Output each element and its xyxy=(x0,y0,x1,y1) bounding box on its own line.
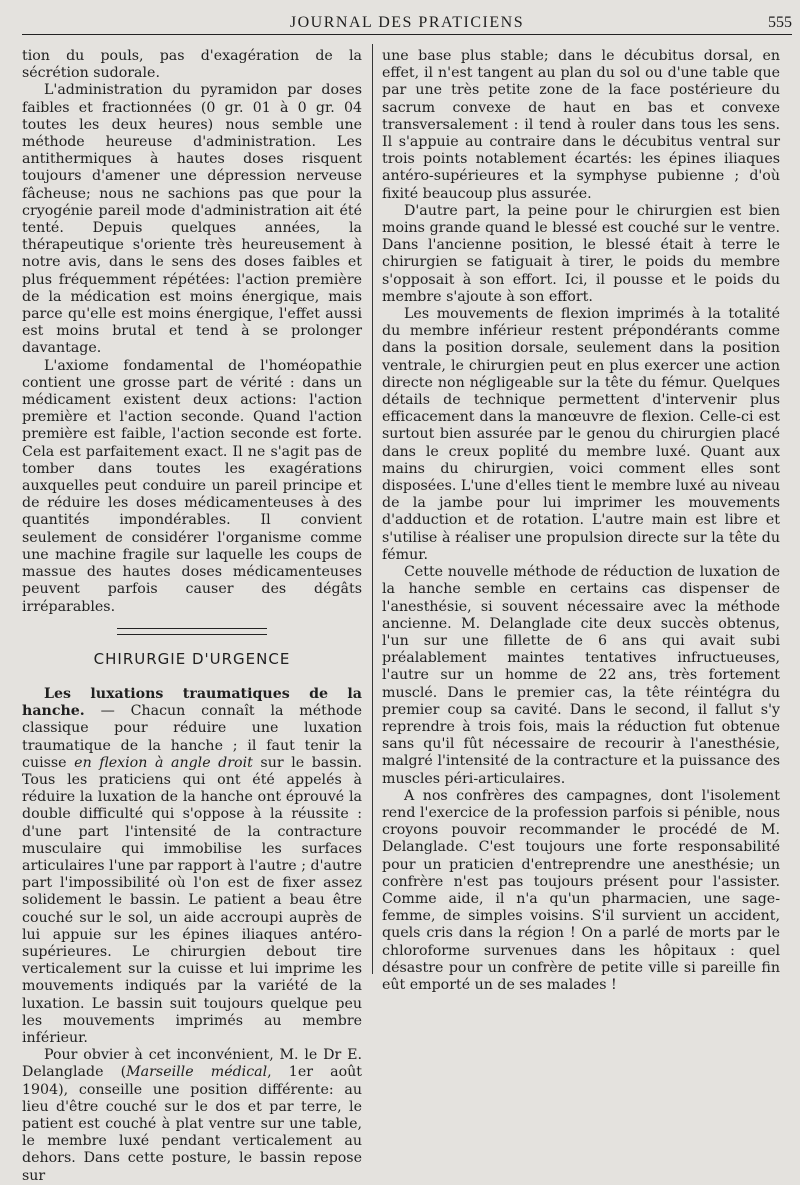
left-column xyxy=(22,48,362,1185)
emphasis: en flexion à angle droit xyxy=(74,754,253,771)
journal-citation: Marseille médical xyxy=(126,1064,268,1081)
header-rule xyxy=(22,34,792,35)
run-in-heading: Les luxations traumatiques de la hanche. xyxy=(22,685,362,720)
paragraph: tion du pouls, pas d'exagération de la sécrétion sudorale. xyxy=(22,48,362,82)
paragraph: Les mouvements de flexion imprimés à la totalité du membre inférieur restent prépondérants comme dans la position dorsale, seulement dans la position ventrale, le chirurgien peut en plus exercer une action directe non négligeable sur la tête du fémur. Quelques détails de technique permettent d'intervenir plus efficacement dans la manœuvre de flexion. Celle-ci est surtout bien assurée par le genou du chirurgien placé dans le creux poplité du membre luxé. Quant aux mains du chirurgien, voici comment elles sont disposées. L'une d'elles tient le membre luxé au niveau de la jambe pour lui imprimer les mouvements d'adduction et de rotation. L'autre main est libre et s'utilise à réaliser une propulsion directe sur la tête du fémur. xyxy=(382,306,780,563)
paragraph: A nos confrères des campagnes, dont l'isolement rend l'exercice de la profession parfois si pénible, nous croyons pouvoir recommander le procédé de M. Delanglade. C'est toujours une forte responsabilité pour un praticien d'entreprendre une anesthésie; un confrère n'est pas toujours présent pour l'assister. Comme aide, il n'a qu'un pharmacien, une sage-femme, de simples voisins. S'il survient un accident, quels cris dans la région ! On a parlé de morts par le chloroforme survenues dans les hôpitaux : quel désastre pour un confrère de petite ville si pareille fin eût emporté un de ses malades ! xyxy=(382,787,780,993)
paragraph: L'administration du pyramidon par doses faibles et fractionnées (0 gr. 01 à 0 gr. 04 toutes les deux heures) nous semble une méthode heureuse d'administration. Les antithermiques à hautes doses risquent toujours d'amener une dépression nerveuse fâcheuse; nous ne sachions pas que pour la cryogénie pareil mode d'administration ait été tenté. Depuis quelques années, la thérapeutique s'oriente très heureusement à notre avis, dans le sens des doses faibles et plus fréquemment répétées: l'action première de la médication est moins énergique, mais parce qu'elle est moins énergique, l'effet aussi est moins brutal et tend à se prolonger davantage. xyxy=(22,82,362,357)
page-number: 555 xyxy=(768,14,792,31)
paragraph: Cette nouvelle méthode de réduction de luxation de la hanche semble en certains cas dispenser de l'anesthésie, si souvent nécessaire avec la méthode ancienne. M. Delanglade cite deux succès obtenus, l'un sur une fillette de 6 ans qui avait subi préalablement maintes tentatives infructueuses, l'autre sur un homme de 22 ans, très fortement musclé. Dans le premier cas, la tête réintégra du premier coup sa cavité. Dans le second, il fallut s'y reprendre à trois fois, mais la réduction fut obtenue sans qu'il fût nécessaire de recourir à l'anesthésie, malgré l'intensité de la contracture et la puissance des muscles péri-articulaires. xyxy=(382,564,780,787)
paragraph: une base plus stable; dans le décubitus dorsal, en effet, il n'est tangent au plan du sol ou d'une table que par une très petite zone de la face postérieure du sacrum convexe de haut en bas et convexe transversalement : il tend à rouler dans tous les sens. Il s'appuie au contraire dans le décubitus ventral sur trois points notablement écartés: les épines iliaques antéro-supérieures et la symphyse pubienne ; d'où fixité beaucoup plus assurée. xyxy=(382,48,780,202)
section-separator xyxy=(117,628,267,635)
paragraph: Pour obvier à cet inconvénient, M. le Dr E. Delanglade (Marseille médical, 1er août 1904), conseille une position différente: au lieu d'être couché sur le dos et par terre, le patient est couché à plat ventre sur une table, le membre luxé pendant verticalement au dehors. Dans cette posture, le bassin repose sur xyxy=(22,1047,362,1184)
section-heading: CHIRURGIE D'URGENCE xyxy=(93,649,291,668)
page-header xyxy=(22,6,792,34)
running-title: JOURNAL DES PRATICIENS xyxy=(289,14,525,31)
paragraph: Les luxations traumatiques de la hanche. — Chacun connaît la méthode classique pour réduire une luxation traumatique de la hanche ; il faut tenir la cuisse en flexion à angle droit sur le bassin. Tous les praticiens qui ont été appelés à réduire la luxation de la hanche ont éprouvé la double difficulté qui s'oppose à la réussite : d'une part l'intensité de la contracture musculaire qui immobilise les surfaces articulaires l'une par rapport à l'autre ; d'autre part l'impossibilité où l'on est de fixer assez solidement le bassin. Le patient a beau être couché sur le sol, un aide accroupi auprès de lui appuie sur les épines iliaques antéro-supérieures. Le chirurgien debout tire verticalement sur la cuisse et lui imprime les mouvements indiqués par la variété de la luxation. Le bassin suit toujours quelque peu les mouvements imprimés au membre inférieur. xyxy=(22,685,362,1046)
paragraph: D'autre part, la peine pour le chirurgien est bien moins grande quand le blessé est couché sur le ventre. Dans l'ancienne position, le blessé était à terre le chirurgien se fatiguait à tirer, le poids du membre s'opposait à son effort. Ici, il pousse et le poids du membre s'ajoute à son effort. xyxy=(382,202,780,305)
right-column xyxy=(382,48,780,994)
paragraph: L'axiome fondamental de l'homéopathie contient une grosse part de vérité : dans un médicament existent deux actions: l'action première et l'action seconde. Quand l'action première est faible, l'action seconde est forte. Cela est parfaitement exact. Il ne s'agit pas de tomber dans toutes les exagérations auxquelles peut conduire un pareil principe et de réduire les doses médicamenteuses à des quantités impondérables. Il convient seulement de considérer l'organisme comme une machine fragile sur laquelle les coups de massue des hautes doses médicamenteuses peuvent parfois causer des dégâts irréparables. xyxy=(22,357,362,615)
column-divider xyxy=(372,44,373,974)
